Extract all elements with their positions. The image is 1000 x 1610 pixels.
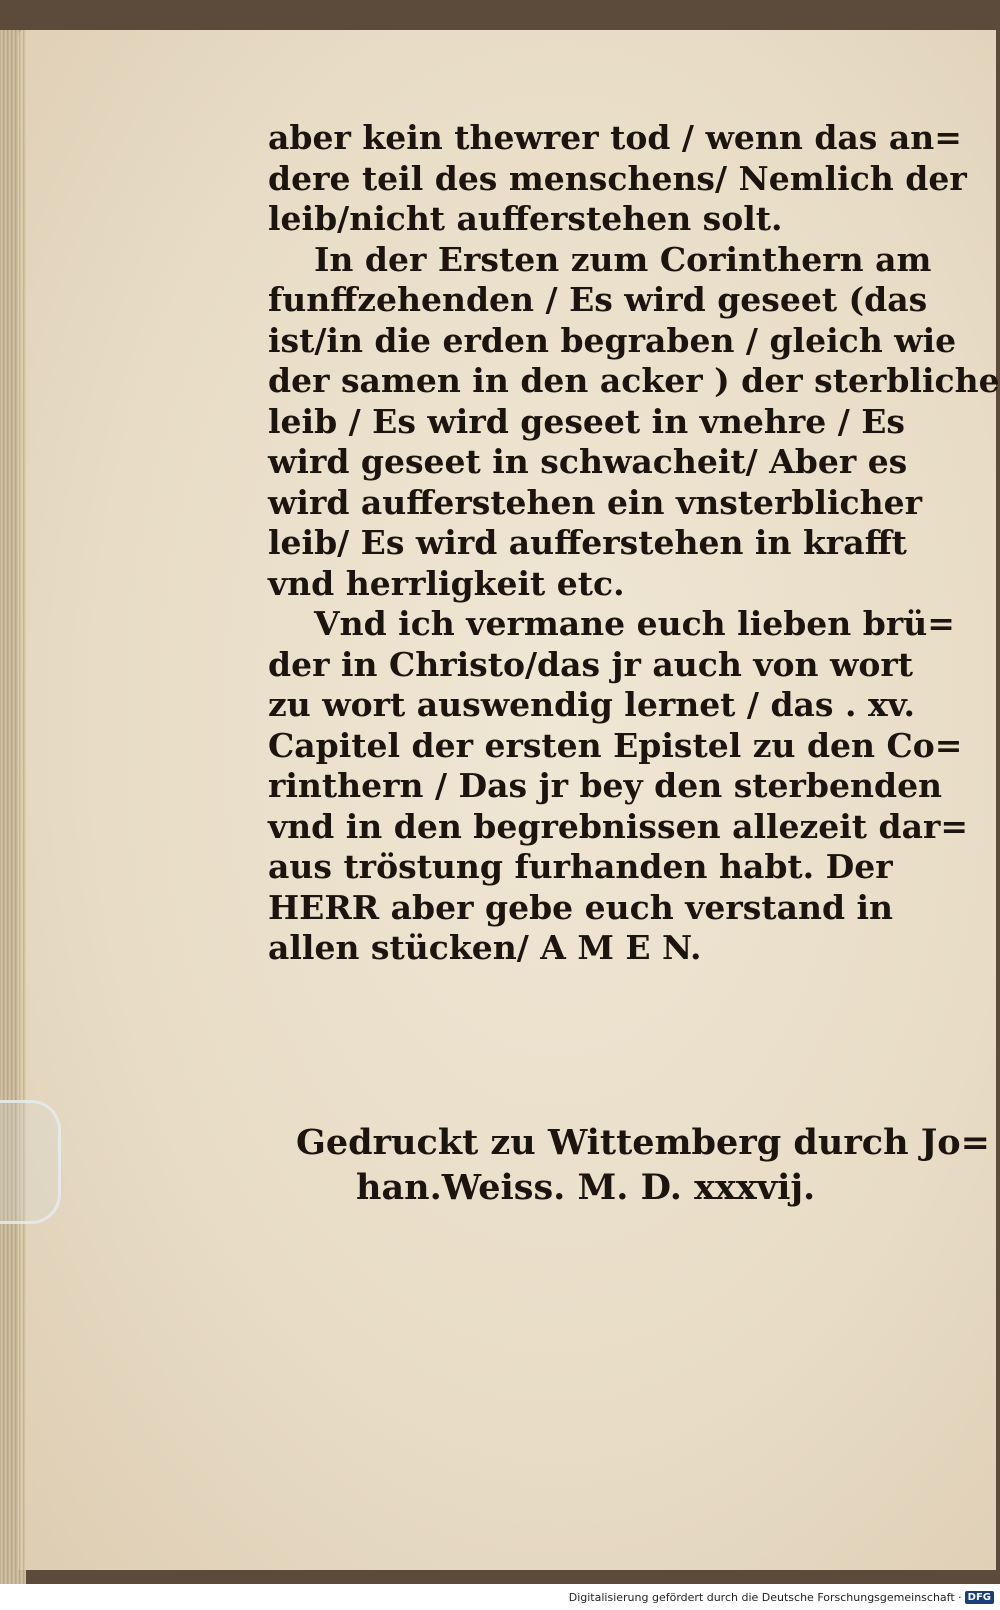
text-line: In der Ersten zum Corinthern am [314,239,932,279]
colophon-line: han.Weiss. M. D. xxxvij. [356,1167,816,1208]
funding-footer [0,1584,1000,1610]
text-line: wird geseet in schwacheit/ Aber es [268,442,908,481]
funding-text: Digitalisierung gefördert durch die Deutsche Forschungsgemeinschaft · [568,1590,962,1604]
page-clip [0,1100,61,1224]
text-line: ist/in die erden begraben / gleich wie [268,320,957,360]
body-text [268,118,1000,969]
text-line: der in Christo/das jr auch von wort [268,644,914,684]
text-line: dere teil des menschens/ Nemlich der [268,158,967,198]
text-line: allen stücken/ A M E N. [268,928,702,967]
text-line: leib/nicht aufferstehen solt. [268,199,783,238]
colophon [296,1120,990,1210]
colophon-line: Gedruckt zu Wittemberg durch Jo= [296,1122,990,1163]
text-line: rinthern / Das jr bey den sterbenden [268,766,943,805]
text-line: Vnd ich vermane euch lieben brü= [314,604,955,643]
text-line: leib / Es wird geseet in vnehre / Es [268,401,905,441]
text-line: wird aufferstehen ein vnsterblicher [268,482,923,522]
text-line: leib/ Es wird aufferstehen in krafft [268,523,907,562]
text-line: der samen in den acker ) der sterbliche [268,361,1000,400]
text-line: vnd herrligkeit etc. [268,563,625,603]
text-line: funffzehenden / Es wird geseet (das [268,280,928,319]
text-line: zu wort auswendig lernet / das . xv. [268,685,915,724]
text-line: HERR aber gebe euch verstand in [268,887,894,927]
page-edges [0,30,26,1584]
text-line: vnd in den begrebnissen allezeit dar= [268,806,969,846]
text-line: aber kein thewrer tod / wenn das an= [268,118,962,157]
text-line: aus tröstung furhanden habt. Der [268,847,893,886]
dfg-logo-icon: DFG [965,1591,994,1604]
text-line: Capitel der ersten Epistel zu den Co= [268,725,963,765]
